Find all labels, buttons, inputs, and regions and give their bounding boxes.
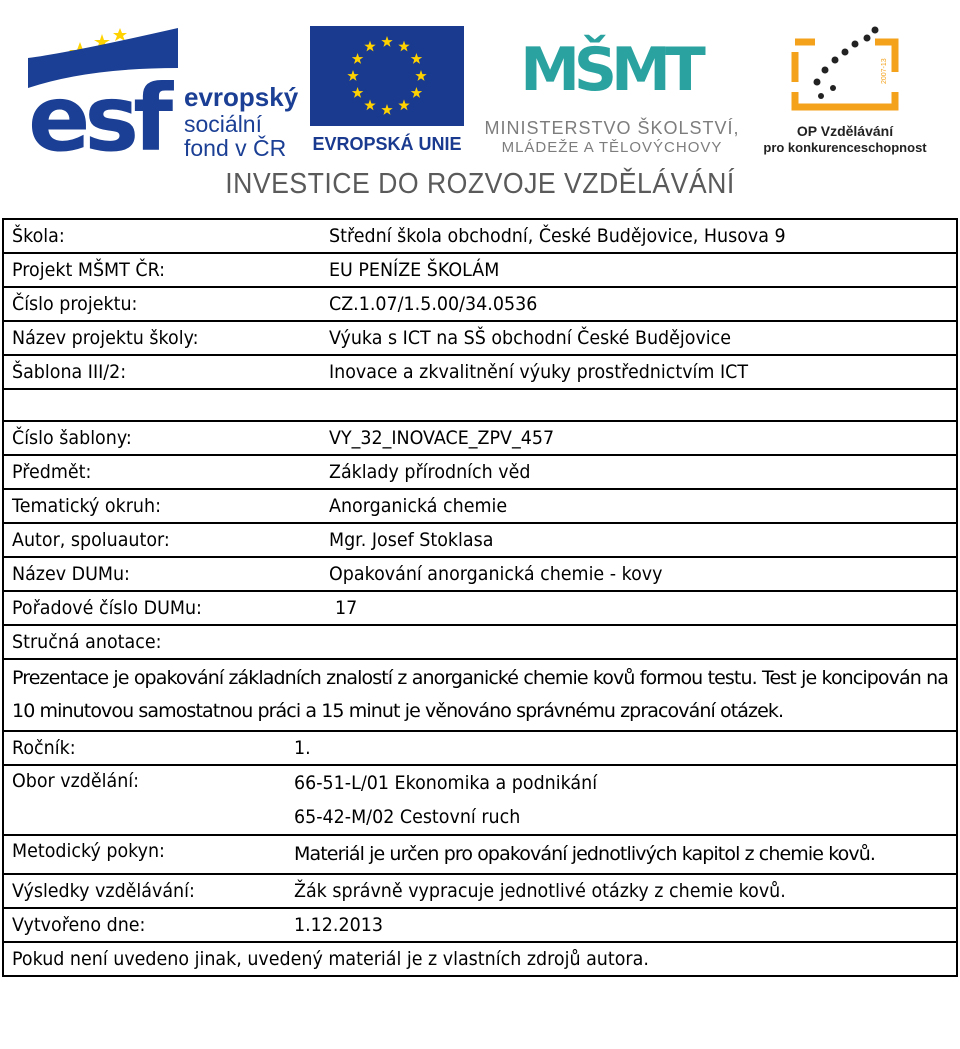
row-label: Obor vzdělání:	[3, 765, 294, 835]
svg-text:fond v ČR: fond v ČR	[184, 135, 287, 158]
row-value: Anorganická chemie	[321, 489, 957, 523]
row-label: Ročník:	[3, 731, 294, 765]
spacer-row	[3, 389, 957, 421]
row-value: Základy přírodních věd	[321, 455, 957, 489]
table-row	[3, 523, 957, 557]
row-value: CZ.1.07/1.5.00/34.0536	[321, 287, 957, 321]
row-label: Projekt MŠMT ČR:	[3, 253, 321, 287]
table-row	[3, 765, 957, 835]
row-value	[294, 765, 957, 835]
row-label: Název projektu školy:	[3, 321, 321, 355]
table-row	[3, 557, 957, 591]
tagline: INVESTICE DO ROZVOJE VZDĚLÁVÁNÍ	[225, 168, 735, 200]
table-row	[3, 421, 957, 455]
row-label: Tematický okruh:	[3, 489, 321, 523]
document-info-table	[2, 218, 958, 977]
footer-note: Pokud není uvedeno jinak, uvedený materiál je z vlastních zdrojů autora.	[3, 942, 957, 976]
row-value: Materiál je určen pro opakování jednotlivých kapitol z chemie kovů.	[294, 835, 957, 874]
table-row	[3, 219, 957, 253]
esf-logo	[28, 28, 298, 158]
svg-text:MLÁDEŽE A TĚLOVÝCHOVY: MLÁDEŽE A TĚLOVÝCHOVY	[501, 139, 723, 156]
row-label: Číslo projektu:	[3, 287, 321, 321]
svg-text:MŠMT: MŠMT	[520, 35, 700, 105]
row-value: EU PENÍZE ŠKOLÁM	[321, 253, 957, 287]
svg-text:EVROPSKÁ UNIE: EVROPSKÁ UNIE	[312, 134, 462, 154]
table-row	[3, 287, 957, 321]
svg-text:sociální: sociální	[184, 111, 262, 137]
row-label: Název DUMu:	[3, 557, 321, 591]
obor-line-2: 65-42-M/02 Cestovní ruch	[294, 806, 521, 828]
row-value: Střední škola obchodní, České Budějovice, Husova 9	[321, 219, 957, 253]
row-value: 1.12.2013	[294, 908, 957, 942]
row-label: Metodický pokyn:	[3, 835, 294, 874]
table-row	[3, 874, 957, 908]
row-label: Šablona III/2:	[3, 355, 321, 389]
row-label: Pořadové číslo DUMu:	[3, 591, 321, 625]
eu-logo	[308, 26, 466, 156]
row-label: Číslo šablony:	[3, 421, 321, 455]
row-value: 17	[321, 591, 957, 625]
table-row	[3, 908, 957, 942]
svg-text:esf: esf	[28, 65, 168, 158]
table-row	[3, 942, 957, 976]
table-row	[3, 625, 957, 659]
row-label: Vytvořeno dne:	[3, 908, 294, 942]
svg-text:MINISTERSTVO ŠKOLSTVÍ,: MINISTERSTVO ŠKOLSTVÍ,	[484, 118, 740, 138]
row-label: Škola:	[3, 219, 321, 253]
table-row	[3, 253, 957, 287]
op-vzdelavani-logo	[755, 22, 935, 162]
table-row	[3, 659, 957, 731]
row-label: Autor, spoluautor:	[3, 523, 321, 557]
row-value: VY_32_INOVACE_ZPV_457	[321, 421, 957, 455]
table-row	[3, 321, 957, 355]
row-value: Žák správně vypracuje jednotlivé otázky z chemie kovů.	[294, 874, 957, 908]
annotation-label: Stručná anotace:	[3, 625, 957, 659]
row-value: Opakování anorganická chemie - kovy	[321, 557, 957, 591]
svg-text:2007-13: 2007-13	[881, 58, 888, 84]
row-label: Výsledky vzdělávání:	[3, 874, 294, 908]
row-value: Mgr. Josef Stoklasa	[321, 523, 957, 557]
table-row	[3, 835, 957, 874]
table-row	[3, 591, 957, 625]
obor-line-1: 66-51-L/01 Ekonomika a podnikání	[294, 772, 598, 794]
row-value: Inovace a zkvalitnění výuky prostřednictvím ICT	[321, 355, 957, 389]
svg-text:evropský: evropský	[184, 82, 298, 112]
table-row	[3, 355, 957, 389]
spacer-cell	[3, 389, 957, 421]
table-row	[3, 489, 957, 523]
msmt-logo	[475, 22, 750, 162]
row-value: Výuka s ICT na SŠ obchodní České Budějovice	[321, 321, 957, 355]
logo-header	[0, 0, 960, 215]
svg-text:pro konkurenceschopnost: pro konkurenceschopnost	[763, 140, 927, 155]
table-row	[3, 731, 957, 765]
row-value: 1.	[294, 731, 957, 765]
svg-text:OP Vzdělávání: OP Vzdělávání	[796, 123, 894, 139]
row-label: Předmět:	[3, 455, 321, 489]
table-row	[3, 455, 957, 489]
annotation-text: Prezentace je opakování základních znalostí z anorganické chemie kovů formou testu. Test je koncipován na 10 minutovou samostatnou práci a 15 minut je věnováno správnému zpracování otázek.	[3, 659, 957, 731]
